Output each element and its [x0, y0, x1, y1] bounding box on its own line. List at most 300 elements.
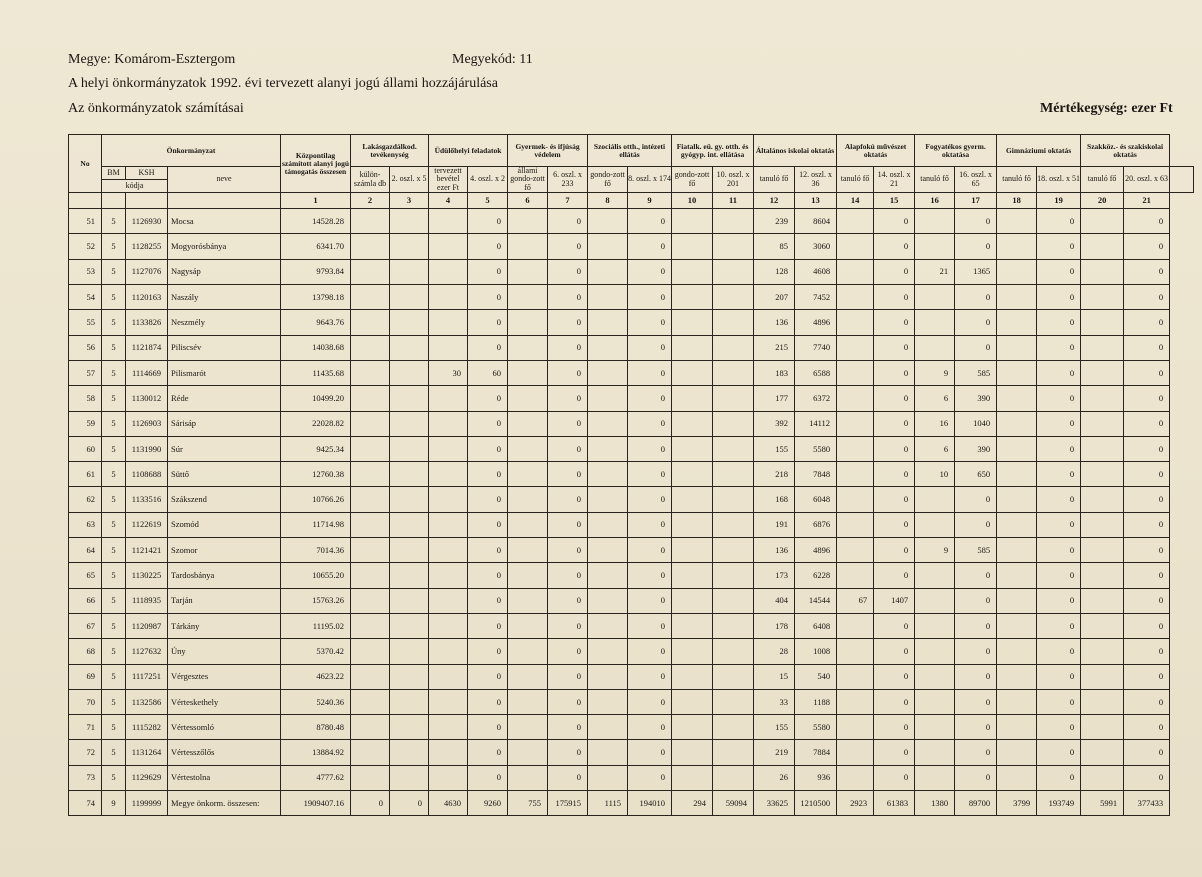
bm-code: 5 [102, 310, 126, 335]
value-cell [713, 740, 754, 765]
value-cell [429, 310, 468, 335]
value-cell: 0 [468, 285, 508, 310]
value-cell [390, 436, 429, 461]
value-cell [508, 335, 548, 360]
col-group-2: Üdülőhelyi feladatok [429, 135, 508, 167]
value-cell [915, 715, 955, 740]
value-cell: 9260 [468, 791, 508, 816]
value-cell: 1115 [588, 791, 628, 816]
value-cell: 0 [1037, 639, 1081, 664]
value-cell [997, 664, 1037, 689]
value-cell: 0 [548, 436, 588, 461]
row-number: 66 [69, 588, 102, 613]
row-number: 61 [69, 462, 102, 487]
value-cell [508, 310, 548, 335]
value-cell [588, 310, 628, 335]
value-cell: 6 [915, 386, 955, 411]
value-cell [837, 462, 874, 487]
municipality-name: Szákszend [168, 487, 281, 512]
value-cell [1081, 234, 1124, 259]
col-sub: gondo-zott fő [672, 167, 713, 193]
table-row [69, 209, 1194, 234]
table-row [69, 285, 1194, 310]
value-cell [508, 386, 548, 411]
value-cell [429, 639, 468, 664]
value-cell [997, 563, 1037, 588]
value-cell [508, 436, 548, 461]
col-sub: 16. oszl. x 65 [955, 167, 997, 193]
value-cell [713, 360, 754, 385]
value-cell [508, 740, 548, 765]
value-cell: 14544 [795, 588, 837, 613]
value-cell [390, 512, 429, 537]
value-cell: 10766.26 [281, 487, 351, 512]
value-cell: 9425.34 [281, 436, 351, 461]
value-cell [390, 310, 429, 335]
ksh-code: 1126930 [126, 209, 168, 234]
value-cell: 0 [548, 487, 588, 512]
col-group-7: Alapfokú művészet oktatás [837, 135, 915, 167]
table-row [69, 310, 1194, 335]
col-group-6: Általános iskolai oktatás [754, 135, 837, 167]
value-cell: 0 [1124, 689, 1170, 714]
value-cell [351, 360, 390, 385]
row-number: 55 [69, 310, 102, 335]
value-cell [351, 512, 390, 537]
value-cell [390, 487, 429, 512]
value-cell [997, 285, 1037, 310]
col-number: 2 [351, 193, 390, 209]
value-cell [713, 487, 754, 512]
value-cell: 0 [548, 765, 588, 790]
value-cell [837, 310, 874, 335]
municipality-name: Réde [168, 386, 281, 411]
value-cell [390, 689, 429, 714]
value-cell [713, 285, 754, 310]
municipality-name: Neszmély [168, 310, 281, 335]
value-cell: 0 [874, 715, 915, 740]
value-cell [351, 765, 390, 790]
value-cell [508, 285, 548, 310]
col-number: 6 [508, 193, 548, 209]
value-cell [508, 588, 548, 613]
value-cell: 0 [468, 487, 508, 512]
value-cell [1081, 335, 1124, 360]
row-number: 59 [69, 411, 102, 436]
value-cell: 0 [1037, 487, 1081, 512]
value-cell [915, 664, 955, 689]
municipality-name: Tardosbánya [168, 563, 281, 588]
value-cell: 0 [548, 689, 588, 714]
value-cell: 177 [754, 386, 795, 411]
value-cell [508, 234, 548, 259]
col-sub: tanuló fő [837, 167, 874, 193]
bm-code: 5 [102, 487, 126, 512]
col-group-9: Gimnáziumi oktatás [997, 135, 1081, 167]
value-cell: 0 [1037, 740, 1081, 765]
value-cell [351, 386, 390, 411]
value-cell: 1188 [795, 689, 837, 714]
value-cell [837, 411, 874, 436]
value-cell [1081, 689, 1124, 714]
municipality-name: Piliscsév [168, 335, 281, 360]
value-cell [351, 436, 390, 461]
table-row [69, 462, 1194, 487]
value-cell: 404 [754, 588, 795, 613]
value-cell [390, 360, 429, 385]
value-cell [915, 639, 955, 664]
value-cell: 0 [1124, 234, 1170, 259]
value-cell: 585 [955, 360, 997, 385]
col-ksh: KSH [126, 167, 168, 180]
value-cell: 0 [1037, 538, 1081, 563]
value-cell [351, 234, 390, 259]
value-cell [915, 512, 955, 537]
municipality-name: Naszály [168, 285, 281, 310]
value-cell [1081, 512, 1124, 537]
row-number: 52 [69, 234, 102, 259]
bm-code: 5 [102, 715, 126, 740]
bm-code: 5 [102, 360, 126, 385]
value-cell [837, 664, 874, 689]
value-cell [997, 538, 1037, 563]
value-cell: 11195.02 [281, 613, 351, 638]
municipality-name: Sárisáp [168, 411, 281, 436]
value-cell: 10 [915, 462, 955, 487]
value-cell [713, 689, 754, 714]
value-cell [429, 335, 468, 360]
value-cell: 0 [1037, 715, 1081, 740]
value-cell [429, 740, 468, 765]
value-cell: 30 [429, 360, 468, 385]
value-cell: 0 [468, 310, 508, 335]
municipality-name: Szomód [168, 512, 281, 537]
table-row [69, 234, 1194, 259]
col-number: 17 [955, 193, 997, 209]
value-cell: 0 [548, 639, 588, 664]
value-cell [915, 335, 955, 360]
value-cell [429, 411, 468, 436]
value-cell: 15 [754, 664, 795, 689]
value-cell: 0 [1124, 664, 1170, 689]
value-cell: 755 [508, 791, 548, 816]
municipality-name: Nagysáp [168, 259, 281, 284]
value-cell [713, 386, 754, 411]
col-name: neve [168, 167, 281, 193]
value-cell: 155 [754, 436, 795, 461]
value-cell [351, 740, 390, 765]
bm-code: 5 [102, 588, 126, 613]
value-cell [1081, 285, 1124, 310]
col-number: 11 [713, 193, 754, 209]
value-cell: 0 [628, 436, 672, 461]
value-cell [915, 310, 955, 335]
value-cell [351, 664, 390, 689]
value-cell [429, 436, 468, 461]
value-cell [588, 512, 628, 537]
value-cell [997, 259, 1037, 284]
value-cell [672, 259, 713, 284]
value-cell: 0 [955, 563, 997, 588]
value-cell [672, 588, 713, 613]
ksh-code: 1122619 [126, 512, 168, 537]
value-cell [1081, 639, 1124, 664]
value-cell [672, 689, 713, 714]
value-cell [837, 487, 874, 512]
value-cell: 194010 [628, 791, 672, 816]
value-cell: 0 [874, 335, 915, 360]
value-cell [429, 386, 468, 411]
municipality-name: Szomor [168, 538, 281, 563]
value-cell [588, 689, 628, 714]
value-cell: 0 [548, 588, 588, 613]
value-cell [588, 538, 628, 563]
value-cell [1081, 765, 1124, 790]
value-cell: 0 [1124, 386, 1170, 411]
value-cell: 1210500 [795, 791, 837, 816]
value-cell [508, 639, 548, 664]
value-cell: 1040 [955, 411, 997, 436]
value-cell: 61383 [874, 791, 915, 816]
value-cell: 11714.98 [281, 512, 351, 537]
value-cell: 0 [1124, 259, 1170, 284]
value-cell [588, 209, 628, 234]
col-number: 16 [915, 193, 955, 209]
ksh-code: 1117251 [126, 664, 168, 689]
value-cell: 3799 [997, 791, 1037, 816]
col-number: 8 [588, 193, 628, 209]
value-cell [997, 512, 1037, 537]
value-cell [351, 563, 390, 588]
table-row [69, 639, 1194, 664]
value-cell: 540 [795, 664, 837, 689]
value-cell: 1407 [874, 588, 915, 613]
value-cell: 0 [548, 462, 588, 487]
value-cell: 3060 [795, 234, 837, 259]
municipality-name: Vértestolna [168, 765, 281, 790]
col-sub: tanuló fő [997, 167, 1037, 193]
row-number: 65 [69, 563, 102, 588]
value-cell: 0 [955, 664, 997, 689]
value-cell [713, 639, 754, 664]
bm-code: 5 [102, 613, 126, 638]
value-cell: 0 [1037, 765, 1081, 790]
value-cell: 0 [548, 740, 588, 765]
value-cell [351, 335, 390, 360]
value-cell [1081, 360, 1124, 385]
value-cell: 4896 [795, 538, 837, 563]
value-cell: 0 [628, 765, 672, 790]
value-cell: 0 [628, 335, 672, 360]
value-cell [390, 462, 429, 487]
value-cell: 0 [874, 436, 915, 461]
value-cell: 0 [874, 487, 915, 512]
bm-code: 5 [102, 386, 126, 411]
value-cell: 0 [468, 234, 508, 259]
value-cell: 13884.92 [281, 740, 351, 765]
value-cell [672, 310, 713, 335]
value-cell: 0 [468, 639, 508, 664]
table-row [69, 487, 1194, 512]
value-cell: 0 [955, 613, 997, 638]
row-number: 58 [69, 386, 102, 411]
municipality-name: Tarján [168, 588, 281, 613]
ksh-code: 1133516 [126, 487, 168, 512]
value-cell [390, 613, 429, 638]
col-number: 19 [1037, 193, 1081, 209]
municipality-name: Süttő [168, 462, 281, 487]
value-cell [997, 335, 1037, 360]
value-cell: 4608 [795, 259, 837, 284]
value-cell: 0 [1124, 639, 1170, 664]
value-cell: 0 [1124, 765, 1170, 790]
value-cell: 0 [874, 234, 915, 259]
row-number: 67 [69, 613, 102, 638]
value-cell: 0 [1037, 689, 1081, 714]
value-cell: 0 [1124, 335, 1170, 360]
value-cell [997, 689, 1037, 714]
municipality-name: Vérgesztes [168, 664, 281, 689]
value-cell: 0 [1037, 259, 1081, 284]
value-cell: 168 [754, 487, 795, 512]
value-cell: 0 [955, 588, 997, 613]
value-cell: 0 [548, 209, 588, 234]
value-cell: 0 [628, 512, 672, 537]
value-cell [837, 436, 874, 461]
value-cell: 178 [754, 613, 795, 638]
value-cell: 0 [468, 335, 508, 360]
value-cell [997, 613, 1037, 638]
value-cell [588, 715, 628, 740]
value-cell [351, 613, 390, 638]
municipality-name: Megye önkorm. összesen: [168, 791, 281, 816]
value-cell [508, 664, 548, 689]
value-cell: 21 [915, 259, 955, 284]
value-cell: 15763.26 [281, 588, 351, 613]
value-cell: 0 [468, 664, 508, 689]
page-title: A helyi önkormányzatok 1992. évi tervezett alanyi jogú állami hozzájárulása [68, 76, 498, 91]
value-cell: 85 [754, 234, 795, 259]
value-cell: 0 [628, 462, 672, 487]
value-cell [672, 234, 713, 259]
value-cell [351, 639, 390, 664]
value-cell [429, 285, 468, 310]
table-row [69, 360, 1194, 385]
value-cell [915, 285, 955, 310]
value-cell: 0 [874, 740, 915, 765]
value-cell: 0 [628, 639, 672, 664]
row-number: 57 [69, 360, 102, 385]
value-cell [588, 411, 628, 436]
row-number: 74 [69, 791, 102, 816]
value-cell [1081, 563, 1124, 588]
bm-code: 5 [102, 765, 126, 790]
value-cell [915, 588, 955, 613]
value-cell: 136 [754, 538, 795, 563]
value-cell [429, 512, 468, 537]
value-cell: 0 [468, 386, 508, 411]
value-cell [588, 259, 628, 284]
col-number: 21 [1124, 193, 1170, 209]
value-cell: 6408 [795, 613, 837, 638]
col-number-empty [69, 193, 102, 209]
value-cell: 0 [874, 639, 915, 664]
col-sub: 10. oszl. x 201 [713, 167, 754, 193]
value-cell: 6 [915, 436, 955, 461]
value-cell [508, 360, 548, 385]
value-cell [837, 613, 874, 638]
value-cell [429, 487, 468, 512]
row-number: 68 [69, 639, 102, 664]
value-cell: 0 [1037, 512, 1081, 537]
value-cell: 0 [1124, 310, 1170, 335]
value-cell [713, 664, 754, 689]
bm-code: 5 [102, 538, 126, 563]
value-cell: 0 [1037, 209, 1081, 234]
value-cell: 0 [628, 234, 672, 259]
col-number: 9 [628, 193, 672, 209]
value-cell: 5240.36 [281, 689, 351, 714]
value-cell [837, 335, 874, 360]
value-cell: 0 [548, 335, 588, 360]
value-cell [429, 234, 468, 259]
value-cell [508, 487, 548, 512]
value-cell: 1008 [795, 639, 837, 664]
value-cell: 0 [548, 360, 588, 385]
ksh-code: 1127632 [126, 639, 168, 664]
value-cell [1081, 613, 1124, 638]
value-cell [915, 563, 955, 588]
value-cell [588, 740, 628, 765]
value-cell [588, 335, 628, 360]
value-cell: 0 [874, 538, 915, 563]
value-cell [508, 765, 548, 790]
value-cell [915, 487, 955, 512]
col-sub: gondo-zott fő [588, 167, 628, 193]
value-cell [351, 411, 390, 436]
ksh-code: 1131264 [126, 740, 168, 765]
value-cell: 0 [468, 209, 508, 234]
value-cell: 5580 [795, 715, 837, 740]
ksh-code: 1118935 [126, 588, 168, 613]
col-sub: 20. oszl. x 63 [1124, 167, 1170, 193]
value-cell [588, 285, 628, 310]
value-cell: 9 [915, 538, 955, 563]
value-cell: 0 [468, 765, 508, 790]
value-cell [390, 538, 429, 563]
value-cell [1081, 487, 1124, 512]
value-cell: 0 [1124, 512, 1170, 537]
col-number-empty [102, 193, 126, 209]
value-cell: 0 [874, 563, 915, 588]
column-number-row [69, 193, 1194, 209]
value-cell [837, 285, 874, 310]
municipality-name: Vértessomló [168, 715, 281, 740]
bm-code: 5 [102, 234, 126, 259]
value-cell [429, 765, 468, 790]
value-cell: 8604 [795, 209, 837, 234]
value-cell: 155 [754, 715, 795, 740]
value-cell [997, 765, 1037, 790]
municipality-name: Úny [168, 639, 281, 664]
col-sub: 18. oszl. x 51 [1037, 167, 1081, 193]
value-cell: 294 [672, 791, 713, 816]
value-cell [997, 310, 1037, 335]
value-cell: 4896 [795, 310, 837, 335]
col-central: Központilag számított alanyi jogú támogatás összesen [281, 135, 351, 193]
value-cell: 0 [548, 563, 588, 588]
value-cell [713, 588, 754, 613]
